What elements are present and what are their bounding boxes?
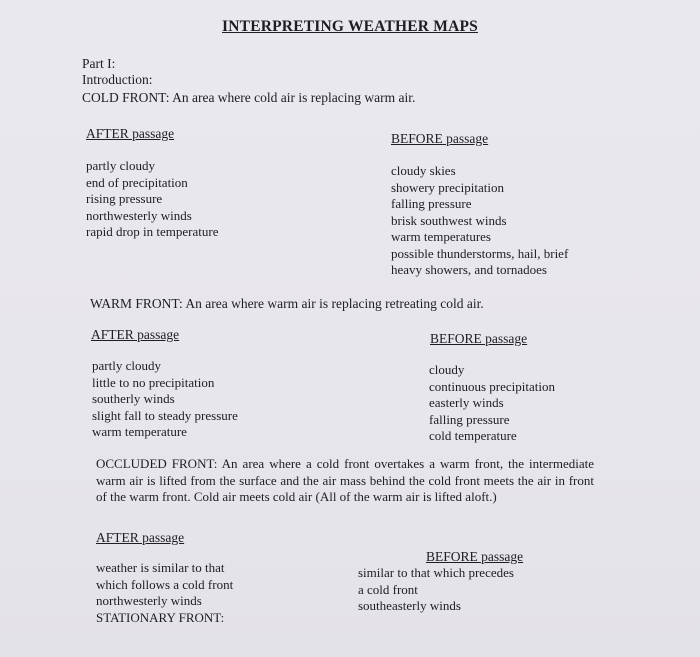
cold-front-before-list [391, 163, 568, 279]
list-item: southeasterly winds [358, 598, 461, 613]
list-item: brisk southwest winds [391, 212, 507, 228]
occluded-front-after-list [96, 560, 233, 626]
list-item: end of precipitation [86, 174, 188, 190]
list-item: falling pressure [429, 411, 510, 427]
warm-front-before-list [429, 362, 555, 445]
warm-front-heading: WARM FRONT: An area where warm air is replacing retreating cold air. [90, 296, 484, 311]
warm-front-after-label: AFTER passage [91, 327, 180, 342]
list-item: possible thunderstorms, hail, brief [391, 245, 569, 261]
list-item: rising pressure [86, 191, 163, 206]
list-item: northwesterly winds [96, 593, 202, 608]
part-label: Part I: [82, 56, 116, 71]
occluded-front-paragraph: OCCLUDED FRONT: An area where a cold front overtakes a warm front, the intermediate warm air is lifted from the surface and the air mass behind the cold front meets the air in front of the warm front. Cold air meets cold air (All of the warm air is lifted aloft.) [96, 456, 594, 504]
list-item: partly cloudy [92, 358, 161, 373]
list-item: showery precipitation [391, 179, 504, 195]
occluded-front-before-list [358, 565, 514, 615]
list-item: northwesterly winds [86, 207, 192, 223]
stationary-front-heading: STATIONARY FRONT: [96, 609, 225, 625]
list-item: easterly winds [429, 395, 504, 410]
cold-front-after-list [86, 158, 218, 241]
cold-front-heading: COLD FRONT: An area where cold air is replacing warm air. [82, 90, 416, 105]
cold-front-after-label: AFTER passage [86, 126, 175, 141]
cold-front-before-label: BEFORE passage [391, 131, 489, 146]
list-item: similar to that which precedes [358, 565, 514, 580]
list-item: warm temperature [92, 424, 187, 439]
list-item: slight fall to steady pressure [92, 407, 238, 423]
page-title: INTERPRETING WEATHER MAPS [222, 18, 478, 35]
list-item: a cold front [358, 581, 418, 597]
intro-label: Introduction: [82, 72, 153, 87]
list-item: cloudy skies [391, 163, 456, 178]
warm-front-after-list [92, 358, 238, 441]
list-item: continuous precipitation [429, 378, 556, 394]
list-item: weather is similar to that [96, 560, 225, 575]
list-item: cloudy [429, 362, 465, 377]
list-item: partly cloudy [86, 158, 155, 173]
list-item: southerly winds [92, 391, 175, 406]
list-item: heavy showers, and tornadoes [391, 262, 547, 277]
warm-front-before-label: BEFORE passage [430, 331, 528, 346]
list-item: little to no precipitation [92, 374, 215, 390]
occluded-front-after-label: AFTER passage [96, 530, 185, 545]
occluded-front-before-label: BEFORE passage [426, 549, 524, 564]
list-item: falling pressure [391, 196, 472, 211]
list-item: rapid drop in temperature [86, 224, 219, 239]
list-item: warm temperatures [391, 229, 491, 244]
list-item: cold temperature [429, 428, 517, 443]
list-item: which follows a cold front [96, 576, 234, 592]
